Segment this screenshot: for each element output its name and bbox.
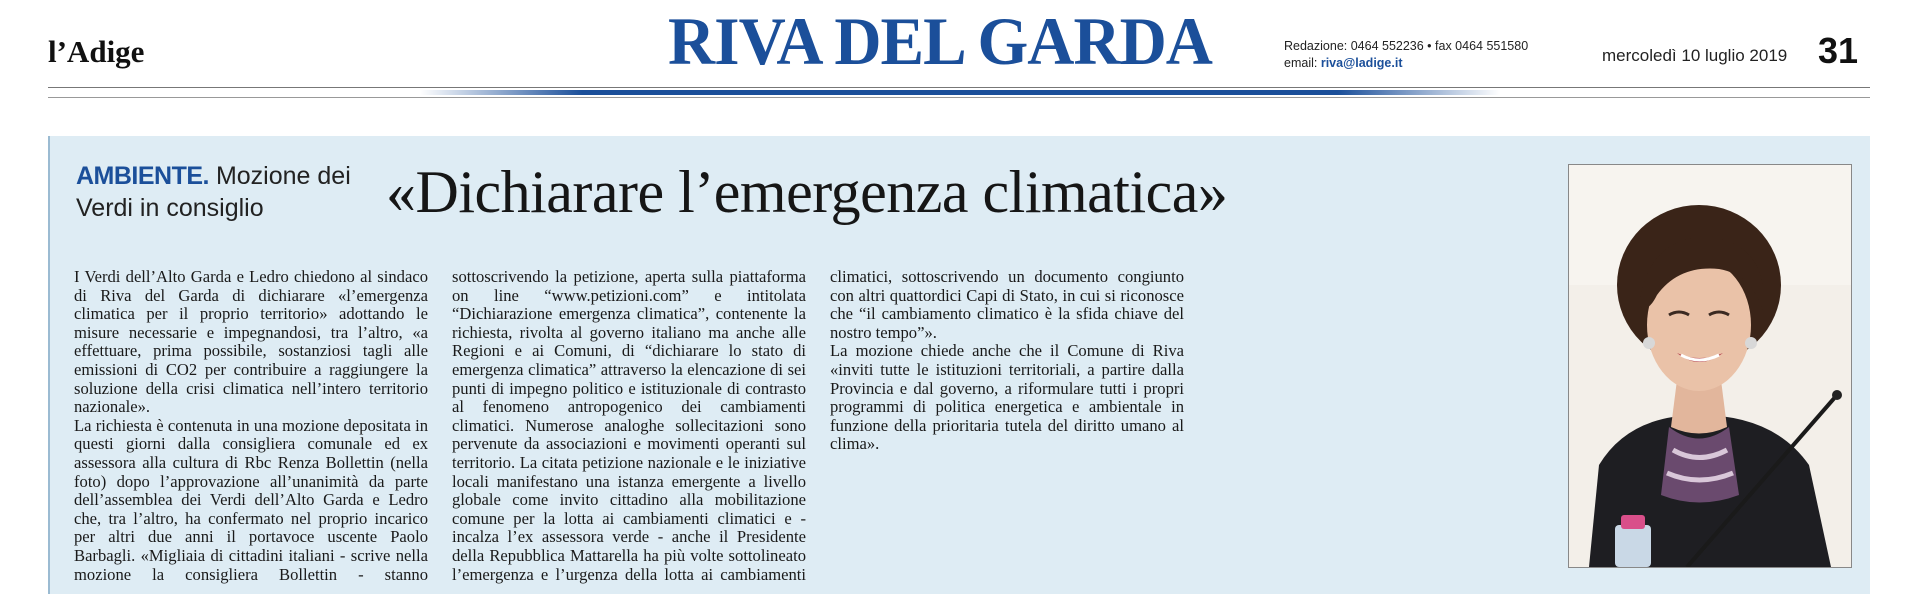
kicker-text: Mozione dei Verdi in consiglio bbox=[76, 162, 351, 222]
article-box bbox=[48, 136, 1870, 594]
section-title: RIVA DEL GARDA bbox=[668, 3, 1212, 79]
article-paragraph: I Verdi dell’Alto Garda e Ledro chiedono al sindaco di Riva del Garda di dichiarare «l’emergenza climatica per il proprio territorio» adottando le misure necessarie e impegnandosi, tra l’altro, «a effettuare, prima possibile, sostanziosi tagli alle emissioni di CO2 per contribuire a raggiungere la soluzione della crisi climatica nell’intero territorio nazionale». bbox=[74, 267, 428, 417]
article-paragraph: La richiesta è contenuta in una mozione depositata in questi giorni dalla consigliera comunale ed ex assessora alla cultura di Rbc Renza Bollettin (nella foto) dopo l’approvazione all’unanimità da parte dell’assemblea dei Verdi dell’Alto Garda e Ledro che, tra l’altro, ha confermato nel proprio incarico per altri due anni il portavoce uscente Paolo Barbagli. «Migliaia di cittadini italiani - scrive nella mozione la consigliera Bollettin - stanno sottoscrivendo la petizione, aperta sulla piattaforma on line “www.petizioni.com” e intitolata “Dichiarazione emergenza climatica”, contenente la richiesta, rivolta al governo italiano ma anche alle Regioni e ai Comuni, di “dichiarare lo stato di emergenza climatica” attraverso la elencazione di sei punti di impegno politico e istituzionale di contrasto al fenomeno antropogenico dei cambiamenti climatici. Numerose analoghe sollecitazioni sono pervenute da associazioni e movimenti operanti sul territorio. La citata petizione nazionale e le iniziative locali manifestano una istanza emergente a livello globale come invito cittadino alla mobilitazione comune per la lotta ai cambiamenti climatici e - incalza l’ex assessora verde - anche il Presidente della Repubblica Mattarella ha più volte sottolineato l’emergenza e l’urgenza della lotta ai cambiamenti climatici, sottoscrivendo un documento congiunto con altri quattordici Capi di Stato, in cui si riconosce che “il cambiamento climatico è la sfida chiave del nostro tempo”». bbox=[74, 267, 1184, 584]
header-rule-lower bbox=[48, 97, 1870, 98]
issue-date: mercoledì 10 luglio 2019 bbox=[1602, 46, 1788, 65]
contact-phone-fax: Redazione: 0464 552236 • fax 0464 551580 bbox=[1284, 39, 1529, 53]
article-paragraph: La mozione chiede anche che il Comune di Riva «inviti tutte le istituzioni territoriali, a partire dalla Provincia e dal governo, a riformulare tutti i propri programmi di politica energetica e ambientale in funzione della prioritaria tutela del diritto umano al clima». bbox=[830, 341, 1184, 454]
article-body bbox=[74, 268, 1562, 590]
contact-info bbox=[1284, 38, 1528, 72]
page-masthead bbox=[0, 0, 1920, 100]
article-headline: «Dichiarare l’emergenza climatica» bbox=[386, 159, 1228, 225]
contact-email-line bbox=[1284, 55, 1528, 72]
portrait-illustration bbox=[1569, 165, 1851, 567]
article-kicker bbox=[76, 160, 376, 224]
page-number: 31 bbox=[1818, 30, 1859, 71]
portrait-photo bbox=[1568, 164, 1852, 568]
email-label: email: bbox=[1284, 56, 1318, 70]
header-rule bbox=[48, 87, 1870, 88]
email-address: riva@ladige.it bbox=[1320, 56, 1403, 70]
kicker-label: AMBIENTE. bbox=[76, 162, 209, 190]
header-accent-rule bbox=[420, 90, 1500, 95]
newspaper-logo: l’Adige bbox=[48, 34, 145, 69]
